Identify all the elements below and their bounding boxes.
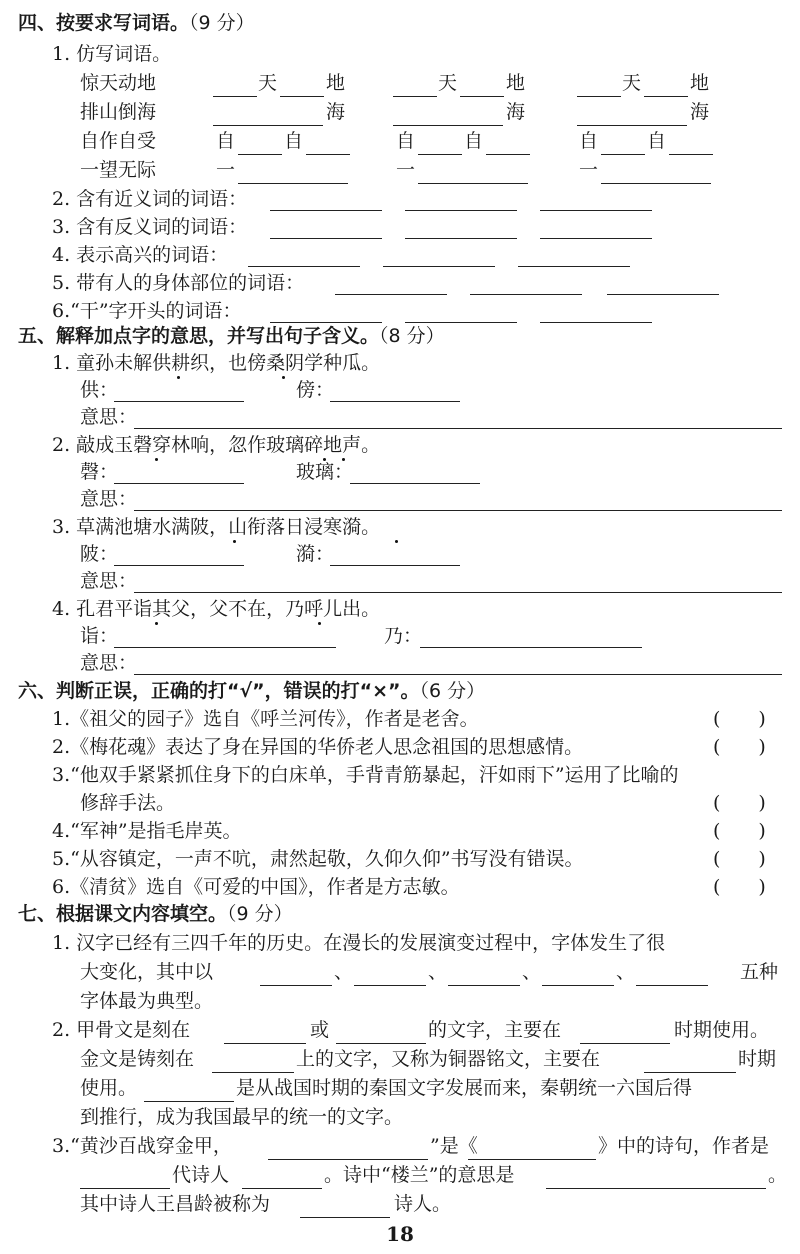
- separator: 、: [616, 961, 636, 983]
- char: 自: [216, 130, 236, 152]
- blank[interactable]: [212, 1072, 294, 1073]
- blank[interactable]: [577, 125, 687, 126]
- blank[interactable]: [460, 96, 504, 97]
- section-7-title: [18, 901, 293, 927]
- s7-q3-line2-c: 。: [768, 1164, 788, 1186]
- blank[interactable]: [114, 565, 244, 566]
- s4-q1: 1. 仿写词语。: [52, 43, 172, 65]
- s7-q2-line1-c: 的文字，主要在: [428, 1019, 562, 1041]
- emphasis-dot: [233, 540, 236, 543]
- blank[interactable]: [542, 985, 614, 986]
- char: 天: [438, 72, 458, 94]
- separator: 、: [334, 961, 354, 983]
- emphasis-dot: [395, 540, 398, 543]
- blank[interactable]: [540, 238, 652, 239]
- s7-q2-line2-b: 上的文字，又称为铜器铭文，主要在: [296, 1048, 601, 1070]
- blank[interactable]: [448, 985, 520, 986]
- blank[interactable]: [393, 125, 503, 126]
- blank[interactable]: [546, 1188, 766, 1189]
- blank[interactable]: [418, 183, 528, 184]
- s6-q4: 4.“军神”是指毛岸英。: [52, 820, 242, 842]
- answer-parens[interactable]: ( ): [713, 708, 766, 730]
- meaning-label: 意思：: [80, 570, 138, 592]
- section-5-title: [18, 323, 445, 349]
- blank[interactable]: [405, 238, 517, 239]
- char: 海: [506, 101, 526, 123]
- blank[interactable]: [80, 1188, 170, 1189]
- char: 地: [506, 72, 526, 94]
- blank[interactable]: [280, 96, 324, 97]
- emphasis-dot: [155, 458, 158, 461]
- answer-parens[interactable]: ( ): [713, 876, 766, 898]
- blank[interactable]: [114, 401, 244, 402]
- s5-q2-word1: 磬：: [80, 461, 119, 483]
- blank[interactable]: [134, 674, 782, 675]
- s5-q2-word2: 玻璃：: [296, 461, 354, 483]
- blank[interactable]: [224, 1043, 306, 1044]
- s7-q2-line1-a: 2. 甲骨文是刻在: [52, 1019, 191, 1041]
- blank[interactable]: [644, 96, 688, 97]
- emphasis-dot: [177, 376, 180, 379]
- page-number: 18: [386, 1222, 414, 1246]
- answer-parens[interactable]: ( ): [713, 820, 766, 842]
- blank[interactable]: [238, 183, 348, 184]
- char: 一: [579, 159, 599, 181]
- s4-example-1: 惊天动地: [80, 72, 157, 94]
- s7-q2-line2-a: 金文是铸刻在: [80, 1048, 195, 1070]
- s7-q1-line2-start: 大变化，其中以: [80, 961, 214, 983]
- s7-q2-line2-c: 时期: [738, 1048, 777, 1070]
- blank[interactable]: [350, 483, 480, 484]
- char: 地: [690, 72, 710, 94]
- blank[interactable]: [644, 1072, 736, 1073]
- s7-q2-line1-b: 或: [310, 1019, 330, 1041]
- blank[interactable]: [330, 401, 460, 402]
- s5-q4-word2: 乃：: [384, 625, 423, 647]
- s7-q2-line1-d: 时期使用。: [674, 1019, 770, 1041]
- char: 地: [326, 72, 346, 94]
- separator: 、: [428, 961, 448, 983]
- blank[interactable]: [636, 985, 708, 986]
- blank[interactable]: [213, 96, 257, 97]
- char: 海: [690, 101, 710, 123]
- blank[interactable]: [601, 183, 711, 184]
- blank[interactable]: [577, 96, 621, 97]
- blank[interactable]: [540, 322, 652, 323]
- blank[interactable]: [260, 985, 332, 986]
- s7-q3-line3-b: 诗人。: [394, 1193, 452, 1215]
- s7-q1-line2-end: 五种: [740, 961, 779, 983]
- s5-q3-word1: 陂：: [80, 543, 119, 565]
- blank[interactable]: [486, 154, 530, 155]
- s5-q1-word1: 供：: [80, 379, 119, 401]
- s5-q3: 3. 草满池塘水满陂，山衔落日浸寒漪。: [52, 516, 381, 538]
- s7-q3-line1-c: 》中的诗句，作者是: [598, 1135, 770, 1157]
- meaning-label: 意思：: [80, 488, 138, 510]
- blank[interactable]: [144, 1101, 234, 1102]
- blank[interactable]: [420, 647, 642, 648]
- blank[interactable]: [383, 266, 495, 267]
- s7-q3-line1-b: ”是《: [430, 1135, 478, 1157]
- blank[interactable]: [270, 238, 382, 239]
- blank[interactable]: [418, 154, 462, 155]
- s5-q4-word1: 诣：: [80, 625, 119, 647]
- char: 自: [284, 130, 304, 152]
- blank[interactable]: [213, 125, 323, 126]
- char: 一: [396, 159, 416, 181]
- blank[interactable]: [114, 483, 244, 484]
- section-4-title: [18, 10, 255, 36]
- section-6-heading: 六、判断正误，正确的打“√”，错误的打“×”。: [18, 680, 420, 702]
- blank[interactable]: [242, 1188, 322, 1189]
- char: 自: [647, 130, 667, 152]
- section-6-score: （6 分）: [419, 680, 486, 702]
- emphasis-dot: [282, 376, 285, 379]
- s4-example-2: 排山倒海: [80, 101, 157, 123]
- char: 一: [216, 159, 236, 181]
- blank[interactable]: [336, 1043, 426, 1044]
- s7-q3-line2-b: 。诗中“楼兰”的意思是: [324, 1164, 515, 1186]
- s7-q1-line1: 1. 汉字已经有三四千年的历史。在漫长的发展演变过程中，字体发生了很: [52, 932, 666, 954]
- s6-q3-line1: 3.“他双手紧紧抓住身下的白床单，手背青筋暴起，汗如雨下”运用了比喻的: [52, 764, 679, 786]
- s7-q2-line3-b: 是从战国时期的秦国文字发展而来，秦朝统一六国后得: [236, 1077, 693, 1099]
- char: 自: [579, 130, 599, 152]
- blank[interactable]: [580, 1043, 670, 1044]
- blank[interactable]: [354, 985, 426, 986]
- blank[interactable]: [468, 1159, 596, 1160]
- section-5-score: （8 分）: [379, 325, 445, 347]
- blank[interactable]: [134, 592, 782, 593]
- s4-q5: 5. 带有人的身体部位的词语：: [52, 272, 305, 294]
- blank[interactable]: [540, 210, 652, 211]
- s6-q5: 5.“从容镇定，一声不吭，肃然起敬，久仰久仰”书写没有错误。: [52, 848, 584, 870]
- s5-q1: 1. 童孙未解供耕织，也傍桑阴学种瓜。: [52, 352, 381, 374]
- char: 天: [622, 72, 642, 94]
- meaning-label: 意思：: [80, 652, 138, 674]
- blank[interactable]: [607, 294, 719, 295]
- s6-q2: 2.《梅花魂》表达了身在异国的华侨老人思念祖国的思想感情。: [52, 736, 584, 758]
- s7-q2-line3-a: 使用。: [80, 1077, 138, 1099]
- blank[interactable]: [270, 210, 382, 211]
- blank[interactable]: [335, 294, 447, 295]
- blank[interactable]: [405, 210, 517, 211]
- blank[interactable]: [306, 154, 350, 155]
- blank[interactable]: [518, 266, 630, 267]
- char: 天: [258, 72, 278, 94]
- answer-parens[interactable]: ( ): [713, 792, 766, 814]
- s4-q2: 2. 含有近义词的词语：: [52, 188, 248, 210]
- s4-q6: 6.“干”字开头的词语：: [52, 300, 242, 322]
- s6-q3-line2: 修辞手法。: [80, 792, 176, 814]
- s6-q6: 6.《清贫》选自《可爱的中国》，作者是方志敏。: [52, 876, 460, 898]
- answer-parens[interactable]: ( ): [713, 736, 766, 758]
- char: 海: [326, 101, 346, 123]
- s7-q3-line1-a: 3.“黄沙百战穿金甲，: [52, 1135, 232, 1157]
- s4-example-4: 一望无际: [80, 159, 157, 181]
- s7-q1-line3: 字体最为典型。: [80, 990, 214, 1012]
- blank[interactable]: [470, 294, 582, 295]
- s7-q3-line2-a: 代诗人: [172, 1164, 230, 1186]
- s7-q2-line4: 到推行，成为我国最早的统一的文字。: [80, 1106, 404, 1128]
- blank[interactable]: [601, 154, 645, 155]
- s5-q4: 4. 孔君平诣其父，父不在，乃呼儿出。: [52, 598, 381, 620]
- section-4-heading: 四、按要求写词语。: [18, 12, 190, 34]
- section-6-title: [18, 678, 485, 704]
- separator: 、: [522, 961, 542, 983]
- blank[interactable]: [238, 154, 282, 155]
- char: 自: [396, 130, 416, 152]
- s5-q2: 2. 敲成玉磬穿林响，忽作玻璃碎地声。: [52, 434, 381, 456]
- answer-parens[interactable]: ( ): [713, 848, 766, 870]
- blank[interactable]: [134, 428, 782, 429]
- blank[interactable]: [134, 510, 782, 511]
- blank[interactable]: [393, 96, 437, 97]
- blank[interactable]: [300, 1217, 390, 1218]
- s5-q3-word2: 漪：: [296, 543, 335, 565]
- emphasis-dot: [318, 622, 321, 625]
- char: 自: [464, 130, 484, 152]
- meaning-label: 意思：: [80, 406, 138, 428]
- blank[interactable]: [114, 647, 336, 648]
- blank[interactable]: [268, 1159, 428, 1160]
- s6-q1: 1.《祖父的园子》选自《呼兰河传》，作者是老舍。: [52, 708, 479, 730]
- blank[interactable]: [669, 154, 713, 155]
- s4-q4: 4. 表示高兴的词语：: [52, 244, 229, 266]
- section-7-heading: 七、根据课文内容填空。: [18, 903, 228, 925]
- emphasis-dot: [155, 622, 158, 625]
- s4-example-3: 自作自受: [80, 130, 157, 152]
- section-4-score: （9 分）: [189, 12, 255, 34]
- s7-q3-line3-a: 其中诗人王昌龄被称为: [80, 1193, 271, 1215]
- section-5-heading: 五、解释加点字的意思，并写出句子含义。: [18, 325, 380, 347]
- s5-q1-word2: 傍：: [296, 379, 335, 401]
- section-7-score: （9 分）: [227, 903, 293, 925]
- blank[interactable]: [330, 565, 460, 566]
- s4-q3: 3. 含有反义词的词语：: [52, 216, 248, 238]
- blank[interactable]: [248, 266, 360, 267]
